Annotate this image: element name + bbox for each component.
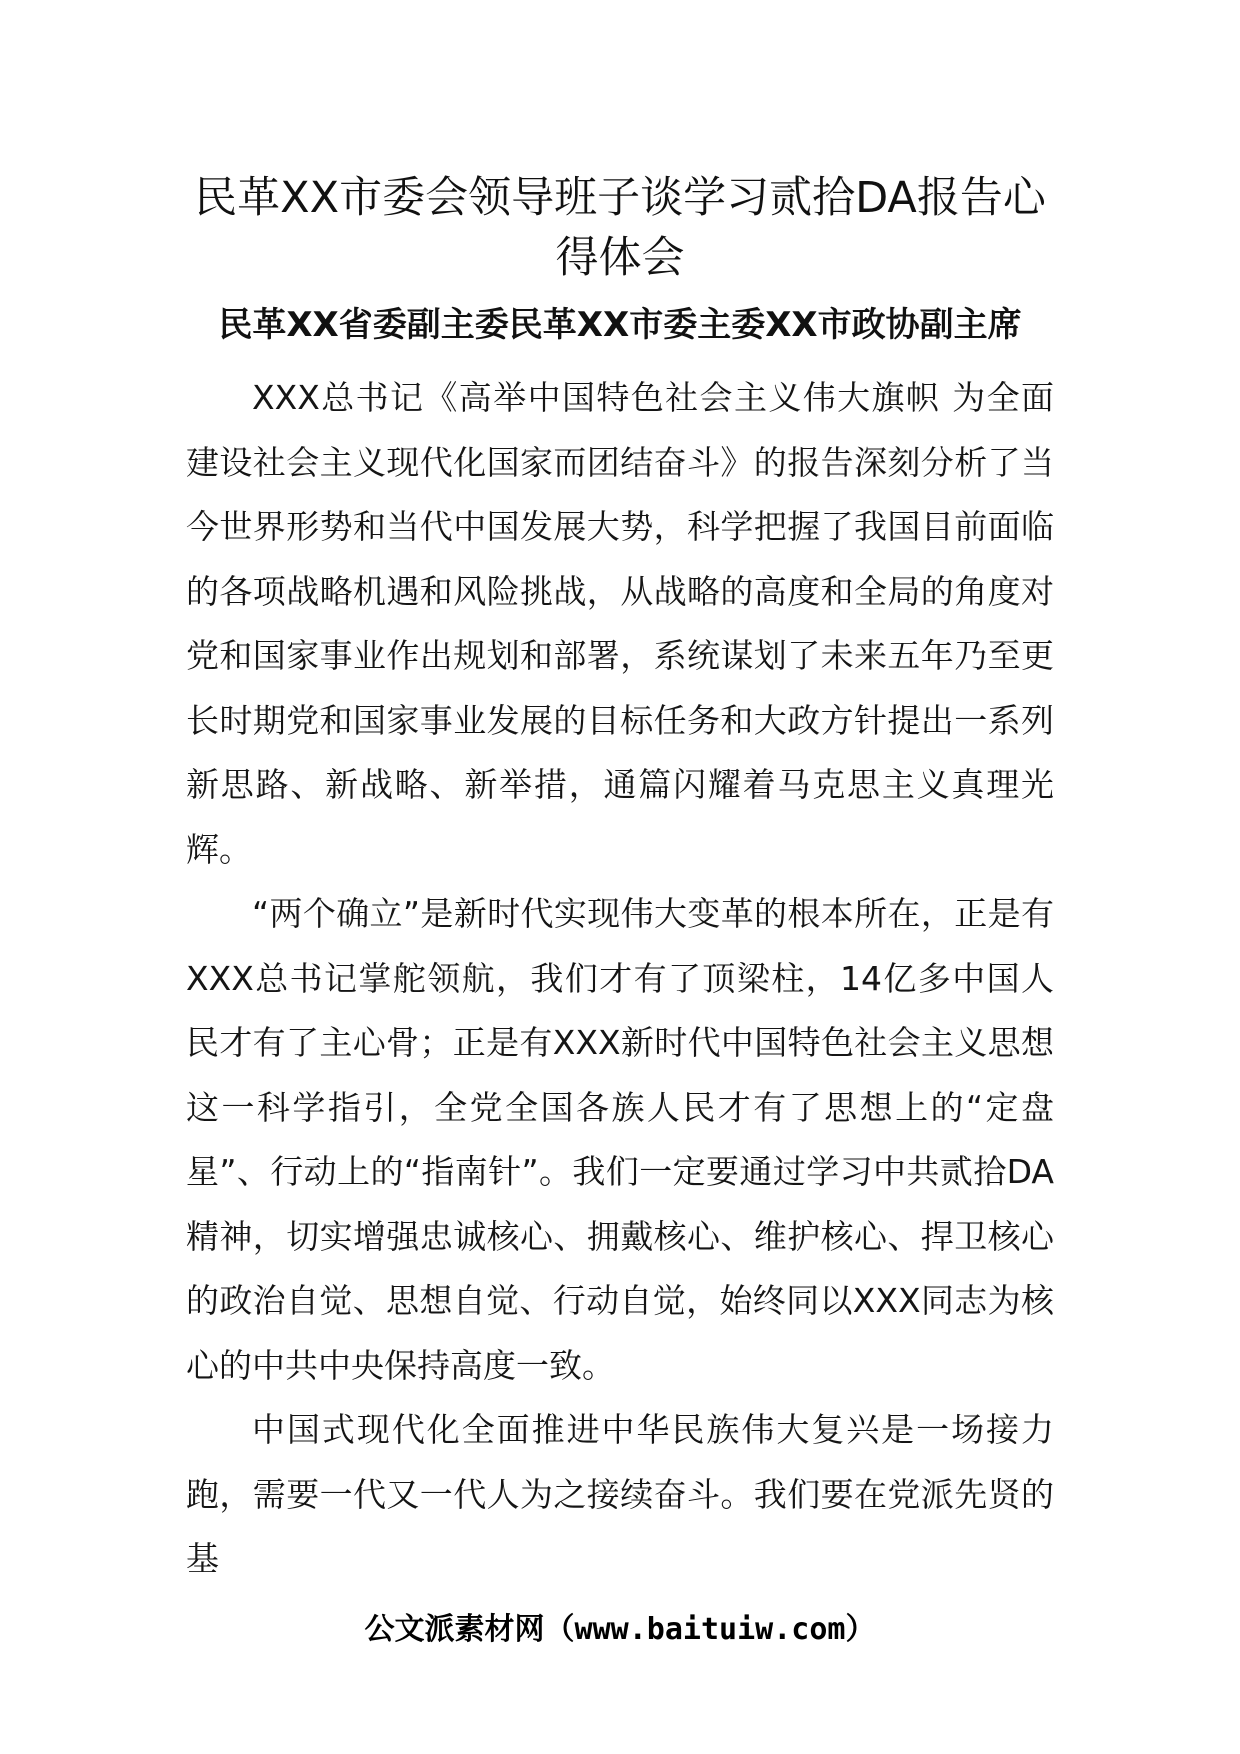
paragraph: 中国式现代化全面推进中华民族伟大复兴是一场接力跑，需要一代又一代人为之接续奋斗。我们要在党派先贤的基 (186, 1410, 1054, 1578)
footer-watermark (0, 1610, 1240, 1650)
author-line: 民革XX省委副主委民革XX市委主委XX市政协副主席 (218, 305, 1022, 345)
document-title: 民革XX市委会领导班子谈学习贰拾DA报告心得体会 (194, 173, 1046, 283)
paragraph: “两个确立”是新时代实现伟大变革的根本所在，正是有XXX总书记掌舵领航，我们才有了顶梁柱，14亿多中国人民才有了主心骨；正是有XXX新时代中国特色社会主义思想这一科学指引，全党全国各族人民才有了思想上的“定盘星”、行动上的“指南针”。我们一定要通过学习中共贰拾DA精神，切实增强忠诚核心、拥戴核心、维护核心、捍卫核心的政治自觉、思想自觉、行动自觉，始终同以XXX同志为核心的中共中央保持高度一致。 (186, 894, 1054, 1385)
paragraph: XXX总书记《高举中国特色社会主义伟大旗帜 为全面建设社会主义现代化国家而团结奋斗》的报告深刻分析了当今世界形势和当代中国发展大势，科学把握了我国目前面临的各项战略机遇和风险挑战，从战略的高度和全局的角度对党和国家事业作出规划和部署，系统谋划了未来五年乃至更长时期党和国家事业发展的目标任务和大政方针提出一系列新思路、新战略、新举措，通篇闪耀着马克思主义真理光辉。 (186, 378, 1054, 869)
footer-site-name: 公文派素材网 (364, 1612, 545, 1647)
document-body (186, 366, 1054, 1592)
footer-site-url: （www.baituiw.com） (544, 1612, 876, 1647)
